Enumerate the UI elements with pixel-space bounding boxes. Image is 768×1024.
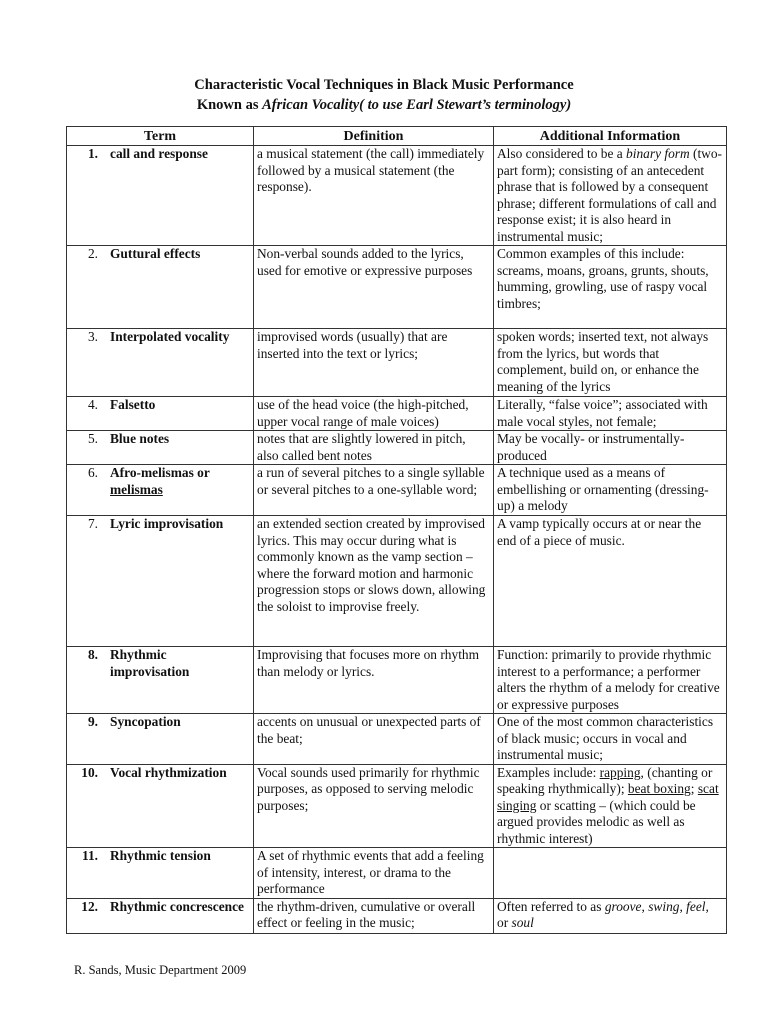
info-text: ; — [690, 781, 698, 796]
definition-cell: the rhythm-driven, cumulative or overall effect or feeling in the music; — [254, 898, 494, 933]
definition-cell: accents on unusual or unexpected parts of the beat; — [254, 714, 494, 765]
info-cell — [494, 764, 727, 848]
row-number: 8. — [87, 647, 98, 662]
table-row — [67, 246, 727, 329]
row-number: 12. — [81, 898, 98, 914]
vocal-techniques-table — [66, 126, 727, 934]
row-number: 2. — [87, 246, 98, 261]
term-cell — [67, 246, 254, 329]
table-row — [67, 764, 727, 848]
term-cell — [67, 848, 254, 899]
info-text: Examples include: — [497, 764, 600, 780]
term-cell — [67, 898, 254, 933]
page-footer: R. Sands, Music Department 2009 — [74, 963, 247, 977]
row-number: 11. — [82, 848, 98, 863]
table-row — [67, 848, 727, 899]
info-text: Also considered to be a — [497, 146, 627, 161]
table-row — [67, 465, 727, 516]
definition-cell: use of the head voice (the high-pitched, upper vocal range of male voices) — [254, 397, 494, 431]
table-row — [67, 397, 727, 431]
term-name — [110, 465, 248, 498]
info-underlined: rapping — [599, 764, 641, 780]
info-text: or scatting – (which could be argued provides melodic as well as rhythmic interest) — [497, 797, 696, 846]
term-name: Syncopation — [110, 714, 181, 729]
page-title — [0, 75, 768, 115]
definition-cell: an extended section created by improvised lyrics. This may occur during what is commonly known as the vamp section – where the forward motion and harmonic progression stops or slows down, allowing the soloist to improvise freely. — [254, 516, 494, 647]
info-cell: Function: primarily to provide rhythmic interest to a performance; a performer alters the rhythm of a melody for creative or expressive purposes — [494, 647, 727, 714]
info-italic: groove — [604, 898, 642, 914]
term-name: Vocal rhythmization — [110, 764, 227, 780]
table-header-row — [67, 127, 727, 146]
title-line-2 — [0, 95, 768, 115]
definition-cell: a run of several pitches to a single syllable or several pitches to a one-syllable word; — [254, 465, 494, 516]
info-cell — [494, 146, 727, 246]
info-text: , or — [497, 898, 709, 930]
term-name: Interpolated vocality — [110, 329, 230, 344]
header-additional-information: Additional Information — [494, 127, 727, 146]
row-number: 10. — [81, 764, 98, 780]
term-cell — [67, 397, 254, 431]
table-row — [67, 146, 727, 246]
term-cell — [67, 516, 254, 647]
definition-cell: a musical statement (the call) immediately followed by a musical statement (the response). — [254, 146, 494, 246]
table-row — [67, 516, 727, 647]
info-italic: feel — [686, 898, 706, 914]
term-cell — [67, 714, 254, 765]
info-cell: A technique used as a means of embellishing or ornamenting (dressing-up) a melody — [494, 465, 727, 516]
term-cell — [67, 146, 254, 246]
term-name: call and response — [110, 146, 208, 161]
info-cell: A vamp typically occurs at or near the end of a piece of music. — [494, 516, 727, 647]
info-cell: Common examples of this include: screams, moans, groans, grunts, shouts, humming, growling, use of raspy vocal timbres; — [494, 246, 727, 329]
table-row — [67, 431, 727, 465]
term-name-underlined: melismas — [110, 481, 163, 497]
definition-cell: Improvising that focuses more on rhythm than melody or lyrics. — [254, 647, 494, 714]
title-line-1: Characteristic Vocal Techniques in Black Music Performance — [194, 77, 574, 93]
definition-cell: improvised words (usually) that are inserted into the text or lyrics; — [254, 329, 494, 397]
definition-cell: A set of rhythmic events that add a feeling of intensity, interest, or drama to the performance — [254, 848, 494, 899]
info-cell: spoken words; inserted text, not always from the lyrics, but words that complement, build on, or enhance the meaning of the lyrics — [494, 329, 727, 397]
info-text: Often referred to as — [497, 898, 605, 914]
definition-cell: Vocal sounds used primarily for rhythmic purposes, as opposed to serving melodic purposes; — [254, 764, 494, 848]
term-name: Rhythmic concrescence — [110, 898, 244, 914]
info-text: , (chanting or speaking rhythmically); — [497, 764, 713, 796]
term-name: Falsetto — [110, 397, 156, 412]
table-row — [67, 898, 727, 933]
definition-cell: notes that are slightly lowered in pitch, also called bent notes — [254, 431, 494, 465]
info-cell: May be vocally- or instrumentally-produced — [494, 431, 727, 465]
term-name-text: Afro-melismas or — [110, 465, 210, 480]
title-line-2-prefix: Known as — [196, 97, 263, 113]
term-name: Blue notes — [110, 431, 170, 446]
row-number: 9. — [87, 714, 98, 729]
row-number: 7. — [87, 516, 98, 531]
info-text: , — [641, 898, 649, 914]
info-text: (two-part form); consisting of an antecedent phrase that is followed by a consequent phrase; different formulations of call and response exist; it is also heard in instrumental music; — [497, 146, 723, 244]
info-text: , — [679, 898, 687, 914]
term-name: Rhythmic tension — [110, 848, 211, 863]
term-cell — [67, 431, 254, 465]
term-cell — [67, 647, 254, 714]
info-cell — [494, 848, 727, 899]
info-italic: swing — [648, 898, 680, 914]
term-name: Rhythmic improvisation — [110, 647, 190, 679]
table-row — [67, 714, 727, 765]
term-cell — [67, 465, 254, 516]
title-line-2-italic: African Vocality( to use Earl Stewart’s terminology) — [262, 97, 572, 113]
term-name: Lyric improvisation — [110, 516, 224, 531]
term-name: Guttural effects — [110, 246, 201, 261]
header-definition: Definition — [254, 127, 494, 146]
info-cell: Literally, “false voice”; associated with male vocal styles, not female; — [494, 397, 727, 431]
info-underlined: scat singing — [497, 781, 719, 813]
definition-cell: Non-verbal sounds added to the lyrics, used for emotive or expressive purposes — [254, 246, 494, 329]
row-number: 5. — [87, 431, 98, 446]
info-italic: soul — [511, 915, 534, 930]
table-row — [67, 647, 727, 714]
term-cell — [67, 329, 254, 397]
row-number: 3. — [87, 329, 98, 344]
term-cell — [67, 764, 254, 848]
info-cell — [494, 898, 727, 933]
info-underlined: beat boxing — [627, 781, 691, 796]
row-number: 1. — [87, 146, 98, 161]
row-number: 4. — [87, 397, 98, 412]
header-term: Term — [67, 127, 254, 146]
info-cell: One of the most common characteristics of black music; occurs in vocal and instrumental music; — [494, 714, 727, 765]
info-italic: binary form — [626, 146, 690, 161]
row-number: 6. — [87, 465, 98, 480]
table-row — [67, 329, 727, 397]
